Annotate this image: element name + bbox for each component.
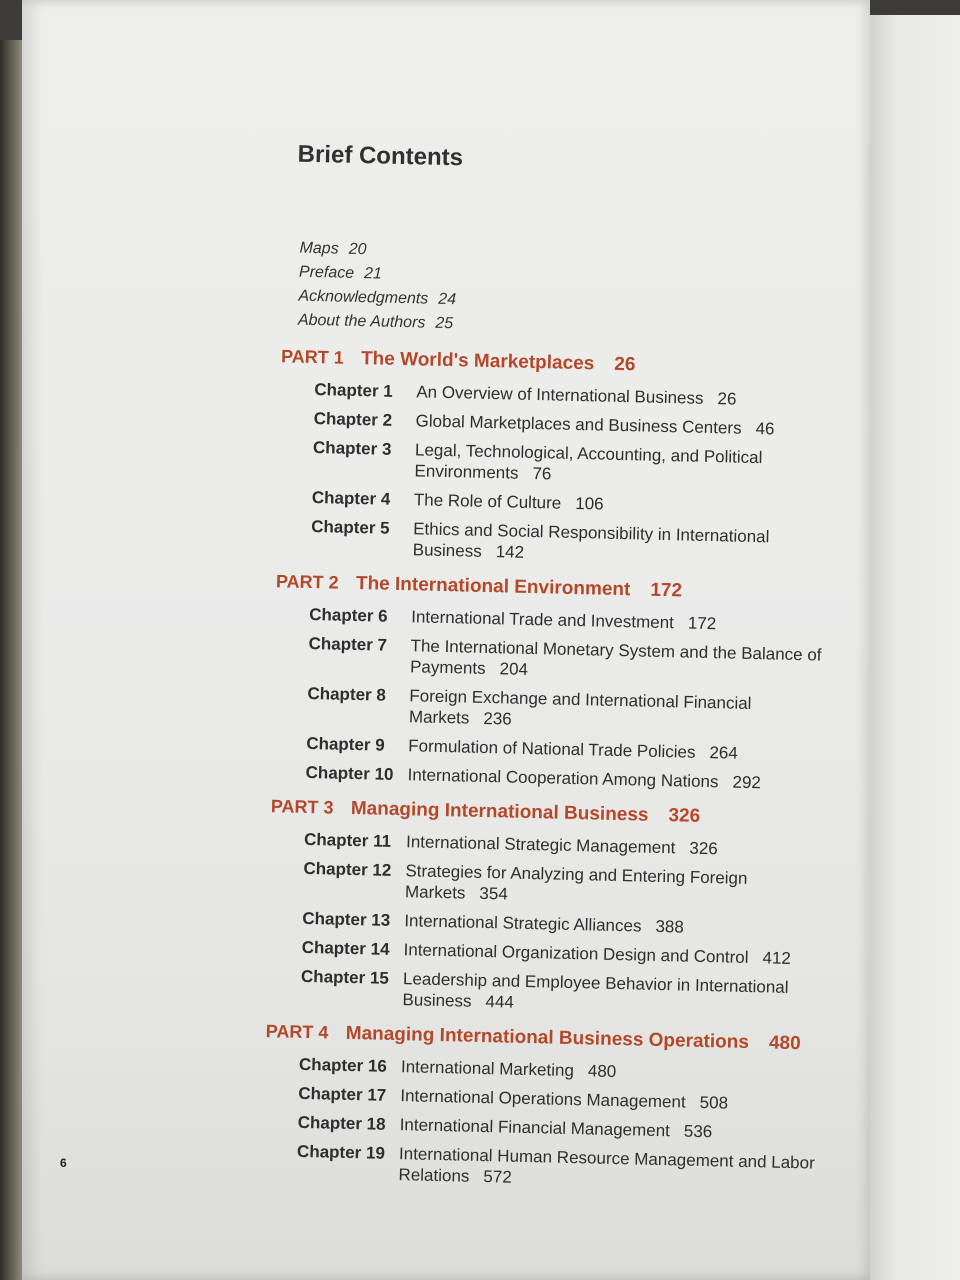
chapter-body <box>408 735 828 766</box>
front-matter-label: About the Authors <box>297 311 426 332</box>
chapter-entry <box>304 829 876 863</box>
chapter-title: International Organization Design and Control <box>403 940 749 968</box>
chapter-body <box>399 1114 819 1145</box>
chapter-entry <box>313 408 885 442</box>
chapter-title: Ethics and Social Responsibility in International Business <box>412 519 770 561</box>
chapter-body <box>411 606 831 637</box>
chapter-title: The Role of Culture <box>413 490 562 513</box>
chapter-body <box>410 635 831 687</box>
page-number: 6 <box>60 1156 67 1170</box>
part-page: 26 <box>614 353 636 376</box>
chapter-page: 204 <box>499 659 529 679</box>
front-matter-label: Acknowledgments <box>298 287 429 308</box>
chapter-entry <box>312 437 885 492</box>
chapter-label: Chapter 8 <box>307 683 387 705</box>
chapter-entry <box>297 1112 869 1146</box>
chapter-entry <box>300 966 873 1021</box>
chapter-page: 536 <box>683 1121 713 1142</box>
chapter-page: 388 <box>655 916 685 937</box>
part-title: The International Environment <box>355 573 631 601</box>
chapter-body <box>407 764 827 795</box>
chapter-body <box>398 1143 819 1195</box>
chapter-entry <box>307 683 880 738</box>
chapter-label: Chapter 9 <box>306 733 385 755</box>
chapter-title: Global Marketplaces and Business Centers <box>415 411 742 438</box>
part-heading <box>262 571 882 607</box>
chapter-title: Strategies for Analyzing and Entering Foreign Markets <box>404 861 748 903</box>
front-matter-label: Maps <box>299 239 339 258</box>
chapter-body <box>405 860 826 912</box>
chapter-page: 26 <box>717 389 737 409</box>
chapter-label: Chapter 10 <box>305 762 394 784</box>
chapter-label: Chapter 15 <box>300 966 390 988</box>
chapter-label: Chapter 14 <box>301 937 390 959</box>
chapter-body <box>401 1056 821 1087</box>
book-page <box>22 0 870 1280</box>
chapter-page: 480 <box>587 1061 617 1082</box>
front-matter-page: 20 <box>348 240 367 259</box>
chapter-body <box>414 439 835 491</box>
part-number: PART 1 <box>280 346 344 368</box>
chapter-label: Chapter 16 <box>298 1054 388 1076</box>
parts-list <box>248 346 887 1196</box>
chapter-page: 412 <box>762 948 792 968</box>
chapter-title: International Strategic Alliances <box>404 911 642 936</box>
chapter-title: International Cooperation Among Nations <box>407 765 719 792</box>
chapter-page: 46 <box>755 419 775 439</box>
chapter-entry <box>302 908 874 942</box>
chapter-page: 76 <box>532 463 552 484</box>
part-heading <box>267 346 887 382</box>
chapter-entry <box>308 633 881 688</box>
chapter-label: Chapter 1 <box>314 380 393 401</box>
chapter-label: Chapter 6 <box>309 604 388 626</box>
part-heading <box>257 796 877 832</box>
part-title: Managing International Business Operations <box>345 1022 750 1054</box>
chapter-label: Chapter 17 <box>298 1083 387 1105</box>
chapter-label: Chapter 7 <box>308 633 388 655</box>
part-title: The World's Marketplaces <box>360 348 595 375</box>
chapter-entry <box>303 858 876 913</box>
chapter-entry <box>299 1054 871 1088</box>
chapter-page: 354 <box>479 883 509 904</box>
chapter-entry <box>306 733 878 767</box>
chapter-entry <box>301 937 873 971</box>
contents-block <box>248 140 892 1204</box>
chapter-label: Chapter 5 <box>311 516 390 538</box>
chapter-page: 142 <box>495 542 525 562</box>
chapter-label: Chapter 19 <box>296 1141 386 1163</box>
chapter-title: International Financial Management <box>399 1115 671 1141</box>
chapter-title: An Overview of International Business <box>416 382 704 408</box>
chapter-body <box>415 410 835 441</box>
front-matter-page: 25 <box>435 314 454 333</box>
chapter-body <box>400 1085 820 1116</box>
part-number: PART 4 <box>265 1021 329 1043</box>
chapter-label: Chapter 12 <box>303 858 392 880</box>
page-title: Brief Contents <box>297 140 464 172</box>
chapter-body <box>404 910 824 941</box>
chapter-title: International Operations Management <box>400 1086 686 1112</box>
chapter-entry <box>312 487 884 521</box>
chapter-body <box>406 831 826 862</box>
chapter-entry <box>298 1083 870 1117</box>
front-matter-list <box>268 236 890 346</box>
chapter-title: Formulation of National Trade Policies <box>408 736 696 762</box>
chapter-title: International Human Resource Management and Labor Relations <box>398 1144 815 1186</box>
part-heading <box>252 1021 872 1057</box>
chapter-body <box>409 685 830 737</box>
chapter-page: 572 <box>483 1167 512 1187</box>
chapter-title: Leadership and Employee Behavior in International Business <box>402 969 789 1011</box>
chapter-body <box>403 939 823 970</box>
chapter-label: Chapter 18 <box>297 1112 386 1134</box>
part-page: 326 <box>668 805 701 827</box>
chapter-label: Chapter 2 <box>313 409 393 430</box>
chapter-title: Legal, Technological, Accounting, and Political Environments <box>414 440 763 483</box>
part-page: 480 <box>768 1032 801 1055</box>
chapter-label: Chapter 3 <box>312 438 392 459</box>
chapter-title: Foreign Exchange and International Financial Markets <box>408 686 752 728</box>
front-matter-page: 24 <box>438 290 457 309</box>
chapter-entry <box>309 604 881 638</box>
chapter-page: 172 <box>687 613 717 634</box>
chapter-entry <box>311 516 884 571</box>
part-number: PART 2 <box>275 571 339 593</box>
chapter-page: 326 <box>689 838 718 859</box>
chapter-label: Chapter 11 <box>303 829 392 851</box>
chapter-page: 106 <box>575 493 604 514</box>
part-number: PART 3 <box>270 796 334 818</box>
chapter-title: International Strategic Management <box>405 832 676 858</box>
chapter-page: 292 <box>732 772 762 793</box>
part-page: 172 <box>650 579 683 602</box>
part-title: Managing International Business <box>350 797 649 826</box>
chapter-label: Chapter 13 <box>302 908 391 930</box>
chapter-entry <box>296 1141 869 1196</box>
chapter-title: International Trade and Investment <box>411 607 675 633</box>
chapter-entry <box>314 379 886 413</box>
chapter-page: 236 <box>483 708 512 729</box>
chapter-body <box>414 489 834 520</box>
chapter-page: 444 <box>485 992 515 1012</box>
chapter-entry <box>305 762 877 796</box>
front-matter-label: Preface <box>298 263 355 282</box>
chapter-body <box>416 381 836 412</box>
chapter-title: International Marketing <box>400 1057 575 1081</box>
chapter-body <box>402 968 823 1020</box>
chapter-page: 264 <box>709 743 739 763</box>
chapter-page: 508 <box>699 1092 729 1113</box>
front-matter-page: 21 <box>363 265 383 283</box>
chapter-body <box>413 518 834 570</box>
chapter-label: Chapter 4 <box>311 487 391 509</box>
chapter-title: The International Monetary System and the Balance of Payments <box>409 636 822 678</box>
